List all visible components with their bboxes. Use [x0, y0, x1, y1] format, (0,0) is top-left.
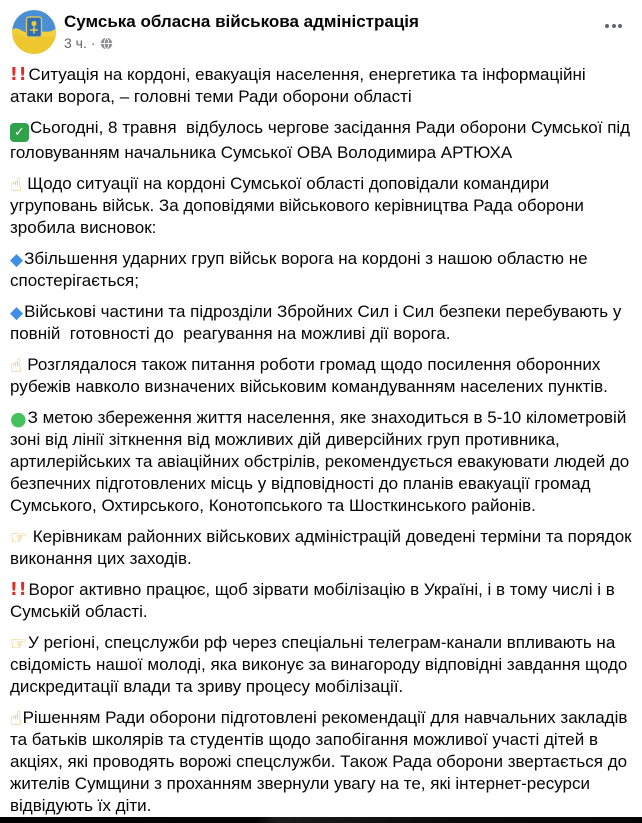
post-paragraph: [10, 407, 632, 517]
avatar[interactable]: [12, 10, 56, 54]
paragraph-text: Рішенням Ради оборони підготовлені рекомендації для навчальних закладів та батьків школярів та студентів щодо запобігання можливої участі дітей в акціях, які проводять ворожі спецслужби. Також Рада оборони звертається до жителів Сумщини з проханням звернули увагу на те, які інтернет-ресурси відвідують їх діти.: [10, 708, 633, 815]
post-body: [0, 60, 642, 817]
attached-media-top-edge[interactable]: [0, 817, 642, 823]
double-exclamation-icon: !!: [10, 579, 28, 601]
green-circle-icon: ●: [10, 408, 27, 430]
point-up-icon: ☝: [10, 174, 22, 196]
point-right-icon: ☞: [10, 633, 28, 655]
paragraph-text: З метою збереження життя населення, яке знаходиться в 5-10 кілометровій зоні від лінії зіткнення від можливих дій диверсійних груп противника, артилерійських та авіаційних обстрілів, рекомендується евакуювати людей до безпечних підготовлених місць у відповідності до планів евакуації громад Сумського, Охтирського, Конотопського та Шосткинського районів.: [10, 408, 634, 515]
post-paragraph: [10, 354, 632, 398]
paragraph-text: Військові частини та підрозділи Збройних Сил і Сил безпеки перебувають у повній готовності до реагування на можливі дії ворога.: [10, 302, 627, 343]
paragraph-text: Сьогодні, 8 травня відбулось чергове засідання Ради оборони Сумської під головуванням начальника Сумської ОВА Володимира АРТЮХА: [10, 118, 635, 162]
post-header: [0, 0, 642, 60]
post-paragraph: [10, 117, 635, 164]
globe-icon: [100, 37, 113, 50]
paragraph-text: У регіоні, спецслужби рф через спеціальні телеграм-канали впливають на свідомість нашої молоді, яка виконує за винагороду відповідні завдання щодо дискредитації влади та зриву процесу мобілізації.: [10, 633, 633, 696]
meta-separator: ·: [90, 35, 96, 51]
post-paragraph: [10, 64, 632, 108]
check-icon: ✓: [10, 123, 29, 142]
post-paragraph: [10, 632, 632, 698]
post-paragraph: [10, 248, 632, 292]
more-options-button[interactable]: [599, 12, 628, 40]
timestamp[interactable]: 3 ч.: [64, 35, 87, 51]
point-right-icon: ☞: [10, 527, 28, 549]
double-exclamation-icon: !!: [10, 64, 28, 86]
post-paragraph: [10, 579, 632, 623]
point-up-icon: ☝: [10, 708, 22, 730]
paragraph-text: Ситуація на кордоні, евакуація населення, енергетика та інформаційні атаки ворога, – головні теми Ради оборони області: [10, 65, 591, 106]
paragraph-text: Збільшення ударних груп військ ворога на кордоні з нашою областю не спостерігається;: [10, 249, 593, 290]
header-text: [64, 10, 599, 51]
post-meta: [64, 35, 599, 51]
post-paragraph: [10, 526, 637, 570]
more-options-icon: [605, 24, 609, 28]
post-paragraph: [10, 707, 632, 817]
paragraph-text: Ворог активно працює, щоб зірвати мобілізацію в Україні, і в тому числі і в Сумській області.: [10, 580, 620, 621]
paragraph-text: Розглядалося також питання роботи громад щодо посилення оборонних рубежів навколо визначених військовим командуванням населених пунктів.: [10, 355, 608, 396]
paragraph-text: Щодо ситуації на кордоні Сумської області доповідали командири угруповань військ. За доповідями військового керівництва Рада оборони зробила висновок:: [10, 174, 589, 237]
page-name-link[interactable]: Сумська обласна військова адміністрація: [64, 12, 419, 31]
post-paragraph: [10, 301, 632, 345]
point-up-icon: ☝: [10, 355, 22, 377]
paragraph-text: Керівникам районних військових адміністрацій доведені терміни та порядок виконання цих заходів.: [10, 527, 637, 568]
post-paragraph: [10, 173, 632, 239]
sumy-ova-flag-avatar: [12, 10, 56, 54]
blue-diamond-icon: ◆: [10, 303, 24, 323]
blue-diamond-icon: ◆: [10, 250, 24, 270]
